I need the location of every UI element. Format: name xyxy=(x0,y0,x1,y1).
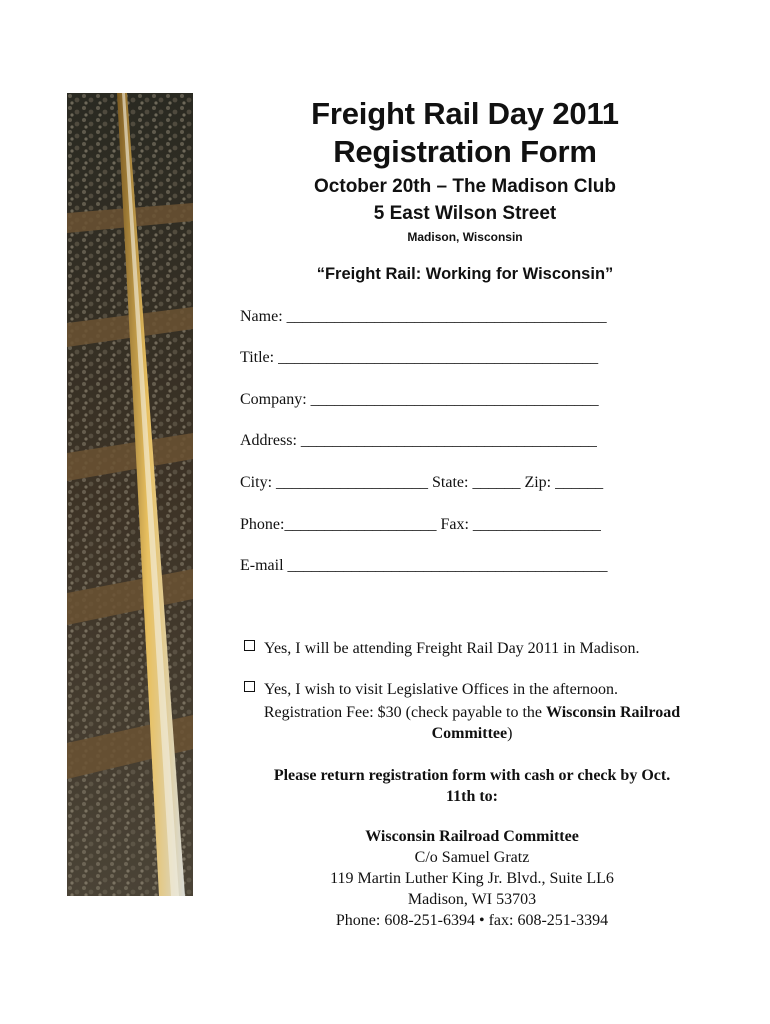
title-line-1: Freight Rail Day 2011 xyxy=(311,96,619,131)
form-title xyxy=(232,95,698,171)
fee-prefix: Registration Fee: $30 (check payable to the xyxy=(263,704,547,721)
address-field[interactable]: Address: _____________________________________ xyxy=(240,432,597,449)
return-instructions xyxy=(232,765,712,807)
return-line-2: 11th to: xyxy=(446,788,498,805)
address-contact: Phone: 608-251-6394 • fax: 608-251-3394 xyxy=(335,912,609,929)
address-city: Madison, WI 53703 xyxy=(407,891,537,908)
address-org: Wisconsin Railroad Committee xyxy=(365,828,579,845)
email-field[interactable]: E-mail ________________________________________ xyxy=(240,557,608,574)
company-field[interactable]: Company: ____________________________________ xyxy=(240,391,599,408)
fee-payee-part2: Committee xyxy=(431,725,508,742)
name-field[interactable]: Name: ________________________________________ xyxy=(240,308,607,325)
railroad-track-photo xyxy=(67,93,193,896)
legislative-visit-checkbox[interactable] xyxy=(244,681,255,692)
legislative-visit-checkbox-row[interactable] xyxy=(236,660,618,700)
attending-checkbox-row[interactable] xyxy=(236,619,640,659)
return-line-1: Please return registration form with cash or check by Oct. xyxy=(273,767,671,784)
phone-fax-field[interactable]: Phone:___________________ Fax: ________________ xyxy=(240,516,601,533)
attending-checkbox-label: Yes, I will be attending Freight Rail Day 2011 in Madison. xyxy=(264,640,640,657)
fee-suffix: ) xyxy=(507,725,513,742)
event-date-venue: October 20th – The Madison Club xyxy=(314,176,616,197)
legislative-visit-checkbox-label: Yes, I wish to visit Legislative Offices in the afternoon. xyxy=(264,681,619,698)
city-state-zip-field[interactable]: City: ___________________ State: ______ Zip: ______ xyxy=(240,474,604,491)
mailing-address xyxy=(232,826,712,931)
event-motto: “Freight Rail: Working for Wisconsin” xyxy=(316,265,614,283)
fee-payee-part1: Wisconsin Railroad xyxy=(546,704,681,721)
event-city: Madison, Wisconsin xyxy=(407,230,523,244)
title-line-2: Registration Form xyxy=(333,134,597,169)
registration-fee xyxy=(232,702,712,744)
address-attn: C/o Samuel Gratz xyxy=(414,849,530,866)
event-street: 5 East Wilson Street xyxy=(373,203,557,224)
address-street: 119 Martin Luther King Jr. Blvd., Suite LL6 xyxy=(330,870,614,887)
attending-checkbox[interactable] xyxy=(244,640,255,651)
title-field[interactable]: Title: ________________________________________ xyxy=(240,349,599,366)
